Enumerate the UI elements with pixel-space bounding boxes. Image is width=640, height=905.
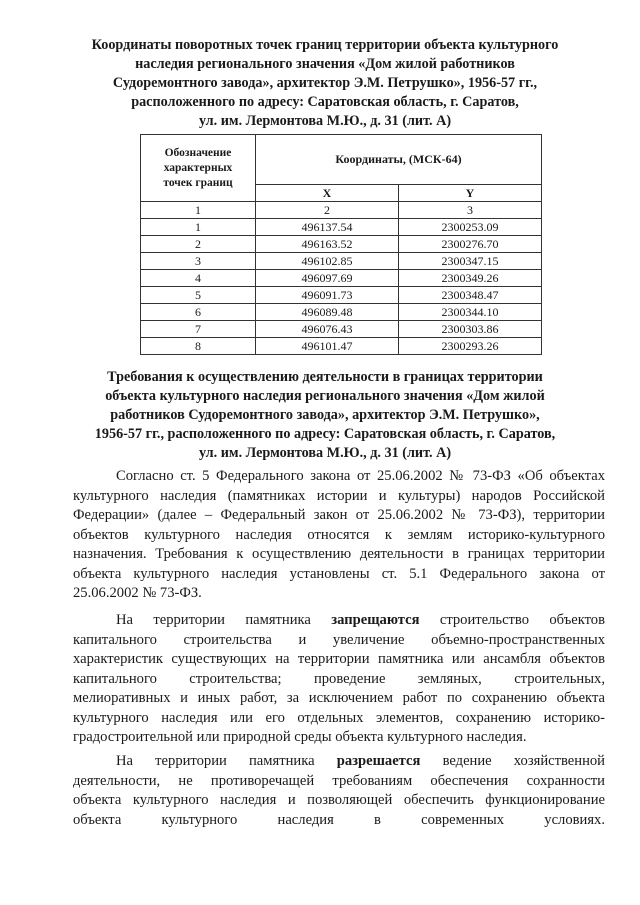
heading-line: наследия регионального значения «Дом жилой работников: [135, 56, 515, 72]
y-cell: 2300276.70: [399, 236, 542, 253]
y-cell: 2300349.26: [399, 270, 542, 287]
table-row: [141, 253, 542, 270]
heading-line: Координаты поворотных точек границ территории объекта культурного: [91, 37, 559, 53]
designation-header: Обозначение характерных точек границ: [141, 135, 256, 202]
table-row: [141, 304, 542, 321]
heading-line: Судоремонтного завода», архитектор Э.М. Петрушко», 1956-57 гг.,: [112, 75, 538, 91]
paragraph-line: градостроительной или природной среды объекта культурного наследия.: [73, 729, 527, 745]
paragraph-line: 25.06.2002 № 73-ФЗ.: [73, 585, 202, 601]
paragraph-line: культурного наследия (памятниках истории и культуры) народов Российской: [73, 487, 605, 504]
paragraph-line: На территории памятника запрещаются строительство объектов: [116, 612, 605, 628]
point-cell: 7: [141, 321, 256, 338]
table-cell: 1: [141, 202, 256, 219]
point-cell: 2: [141, 236, 256, 253]
x-cell: 496097.69: [256, 270, 399, 287]
paragraph-line: назначения. Требования к осуществлению деятельности в границах территории: [73, 546, 605, 562]
x-cell: 496163.52: [256, 236, 399, 253]
prohibited-keyword: запрещаются: [331, 612, 420, 628]
prohibitions-paragraph: [73, 611, 605, 748]
heading-line: ул. им. Лермонтова М.Ю., д. 31 (лит. А): [198, 113, 452, 129]
table-row: [141, 236, 542, 253]
paragraph-line: На территории памятника разрешается ведение хозяйственной: [116, 753, 605, 769]
paragraph-line: мелиоративных и иных работ, за исключением работ по сохранению объекта: [73, 690, 605, 706]
paragraph-line: капитального строительства и увеличение объемно-пространственных: [73, 631, 605, 648]
y-cell: 2300344.10: [399, 304, 542, 321]
y-header: Y: [399, 185, 542, 202]
point-cell: 8: [141, 338, 256, 355]
paragraph-line: характеристик существующих на территории памятника или ансамбля объектов: [73, 651, 605, 667]
requirements-heading: [60, 368, 590, 463]
coordinates-header: Координаты, (МСК-64): [256, 135, 542, 185]
x-cell: 496102.85: [256, 253, 399, 270]
y-cell: 2300347.15: [399, 253, 542, 270]
paragraph-line: деятельности, не противоречащей требованиям обеспечения сохранности: [73, 772, 605, 789]
x-cell: 496076.43: [256, 321, 399, 338]
paragraph-line: культурного наследия или его отдельных элементов, сохранению историко-: [73, 709, 605, 726]
point-cell: 5: [141, 287, 256, 304]
table-row: [141, 287, 542, 304]
x-cell: 496137.54: [256, 219, 399, 236]
numbering-row: [141, 202, 542, 219]
table-row: [141, 270, 542, 287]
permitted-keyword: разрешается: [336, 753, 421, 769]
point-cell: 4: [141, 270, 256, 287]
paragraph-line: объектов культурного наследия относятся к землям историко-культурного: [73, 526, 605, 543]
y-cell: 2300303.86: [399, 321, 542, 338]
x-cell: 496101.47: [256, 338, 399, 355]
paragraph-line: объекта культурного наследия и позволяющей обеспечить функционирование: [73, 792, 605, 808]
x-cell: 496089.48: [256, 304, 399, 321]
x-header: X: [256, 185, 399, 202]
point-cell: 6: [141, 304, 256, 321]
paragraph-line: объекта культурного наследия установлены ст. 5.1 Федерального закона от: [73, 565, 605, 582]
y-cell: 2300293.26: [399, 338, 542, 355]
table-row: [141, 321, 542, 338]
table-cell: 2: [256, 202, 399, 219]
paragraph-line: капитального строительства; проведение земляных, строительных,: [73, 670, 605, 687]
paragraph-line: Федерации» (далее – Федеральный закон от 25.06.2002 № 73-ФЗ), территории: [73, 507, 605, 523]
point-cell: 3: [141, 253, 256, 270]
heading-line: объекта культурного наследия регионального значения «Дом жилой: [105, 388, 545, 404]
heading-line: Требования к осуществлению деятельности в границах территории: [107, 369, 543, 385]
point-cell: 1: [141, 219, 256, 236]
paragraph-line: Согласно ст. 5 Федерального закона от 25.06.2002 № 73-ФЗ «Об объектах: [116, 468, 605, 484]
y-cell: 2300253.09: [399, 219, 542, 236]
coordinates-heading: [60, 36, 590, 131]
coordinates-table: [140, 134, 542, 355]
x-cell: 496091.73: [256, 287, 399, 304]
legal-basis-paragraph: [73, 467, 605, 604]
permissions-paragraph: [73, 752, 605, 830]
y-cell: 2300348.47: [399, 287, 542, 304]
heading-line: ул. им. Лермонтова М.Ю., д. 31 (лит. А): [198, 445, 452, 461]
heading-line: расположенного по адресу: Саратовская область, г. Саратов,: [131, 94, 519, 110]
table-cell: 3: [399, 202, 542, 219]
heading-line: 1956-57 гг., расположенного по адресу: Саратовская область, г. Саратов,: [94, 426, 556, 442]
heading-line: работников Судоремонтного завода», архитектор Э.М. Петрушко»,: [110, 407, 540, 423]
table-row: [141, 338, 542, 355]
paragraph-line: объекта культурного наследия в современных условиях.: [73, 811, 605, 828]
table-row: [141, 219, 542, 236]
